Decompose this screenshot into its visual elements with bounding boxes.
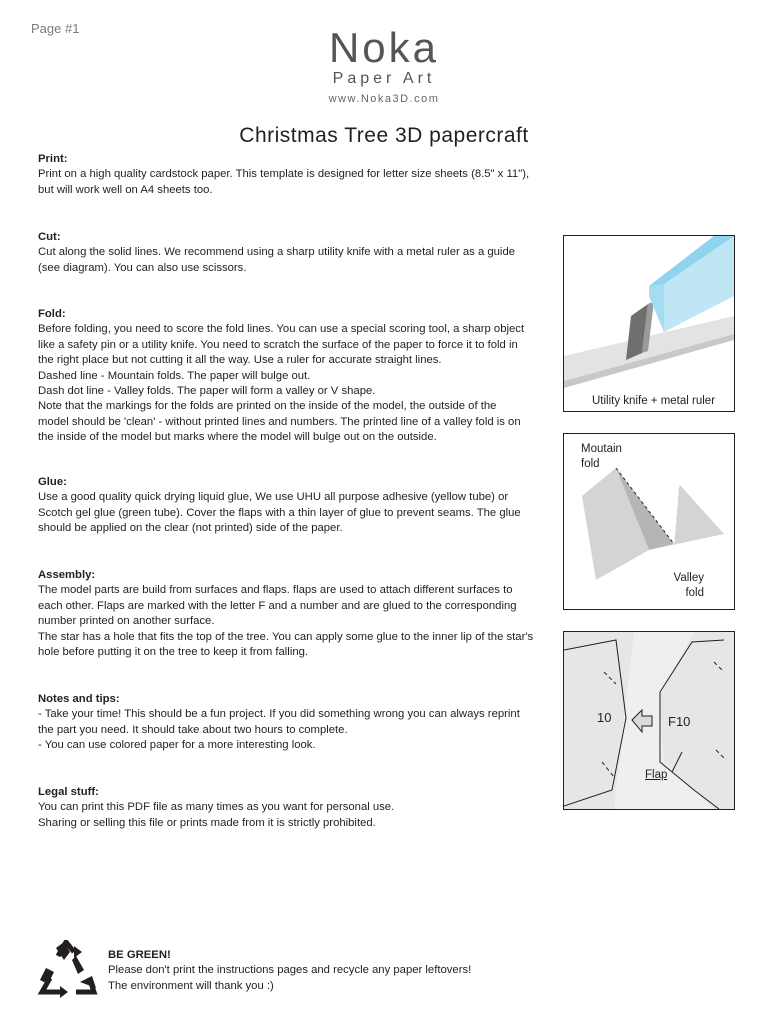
section-glue — [38, 475, 548, 537]
knife-diagram — [563, 235, 735, 412]
mountain-fold-label: Moutain fold — [581, 443, 622, 470]
flap-diagram — [563, 631, 735, 810]
valley-fold-label: Valley fold — [673, 572, 704, 599]
brand-url: www.Noka3D.com — [328, 93, 440, 105]
section-heading: Cut: — [38, 231, 61, 243]
section-notes — [38, 692, 548, 754]
brand-subtitle: Paper Art — [332, 70, 436, 87]
section-legal — [38, 785, 548, 831]
section-body: Print on a high quality cardstock paper. This template is designed for letter size sheets (8.5" x 11"), but will work well on A4 sheets too. — [38, 168, 530, 196]
section-heading: Assembly: — [38, 569, 96, 581]
be-green-note — [108, 948, 471, 994]
brand-logo — [0, 24, 768, 105]
section-body: You can print this PDF file as many times as you want for personal use. Sharing or selling this file or prints made from it is strictly prohibited. — [38, 801, 395, 829]
flap-label: Flap — [645, 769, 668, 781]
section-body: - Take your time! This should be a fun project. If you did something wrong you can always reprint the part you need. It should take about two hours to complete. - You can use colored paper for a more interesting look. — [38, 708, 520, 752]
section-body: The model parts are build from surfaces and flaps. flaps are used to attach different surfaces to each other. Flaps are marked with the letter F and a number and are glued to the corresponding number printed on another surface. The star has a hole that fits the top of the tree. You can apply some glue to the inner lip of the star's hole before putting it on the tree to keep it from falling. — [38, 584, 534, 659]
knife-illustration — [564, 236, 734, 411]
section-heading: Notes and tips: — [38, 693, 120, 705]
section-print — [38, 152, 548, 198]
section-heading: Glue: — [38, 476, 67, 488]
page-title: Christmas Tree 3D papercraft — [239, 124, 529, 147]
section-fold — [38, 307, 548, 446]
section-assembly — [38, 568, 548, 660]
section-body: Cut along the solid lines. We recommend using a sharp utility knife with a metal ruler as a guide (see diagram). You can also use scissors. — [38, 246, 516, 274]
brand-name: Noka — [328, 24, 440, 71]
section-body: Use a good quality quick drying liquid glue, We use UHU all purpose adhesive (yellow tube) or Scotch gel glue (green tube). Cover the flaps with a thin layer of glue to prevent seams. The glue should be applied on the clear (not printed) side of the paper. — [38, 491, 521, 535]
be-green-line: Please don't print the instructions pages and recycle any paper leftovers! — [108, 964, 472, 977]
recycle-icon — [36, 940, 98, 1002]
section-heading: Print: — [38, 153, 68, 165]
section-body: Before folding, you need to score the fold lines. You can use a special scoring tool, a sharp object like a safety pin or a utility knife. You need to scratch the surface of the paper to force it to fold in the right place but not cutting it all the way. Use a ruler for accurate straight lines. Dashed line - Mountain folds. The paper will bulge out. Dash dot line - Valley folds. The paper will form a valley or V shape. Note that the markings for the folds are printed on the inside of the model, the outside of the model should be 'clean' - without printed lines and numbers. The printed line of a valley fold is on the inside of the model but marks where the model will bulge out on the outside. — [38, 323, 525, 444]
section-heading: Fold: — [38, 308, 66, 320]
surface-number-label: 10 — [597, 710, 612, 725]
knife-caption: Utility knife + metal ruler — [592, 395, 716, 407]
fold-diagram — [563, 433, 735, 610]
section-cut — [38, 230, 548, 276]
page-number: Page #1 — [31, 21, 80, 36]
flap-code-label: F10 — [668, 714, 691, 729]
section-heading: Legal stuff: — [38, 786, 99, 798]
be-green-line: The environment will thank you :) — [108, 979, 274, 992]
be-green-heading: BE GREEN! — [108, 949, 171, 961]
